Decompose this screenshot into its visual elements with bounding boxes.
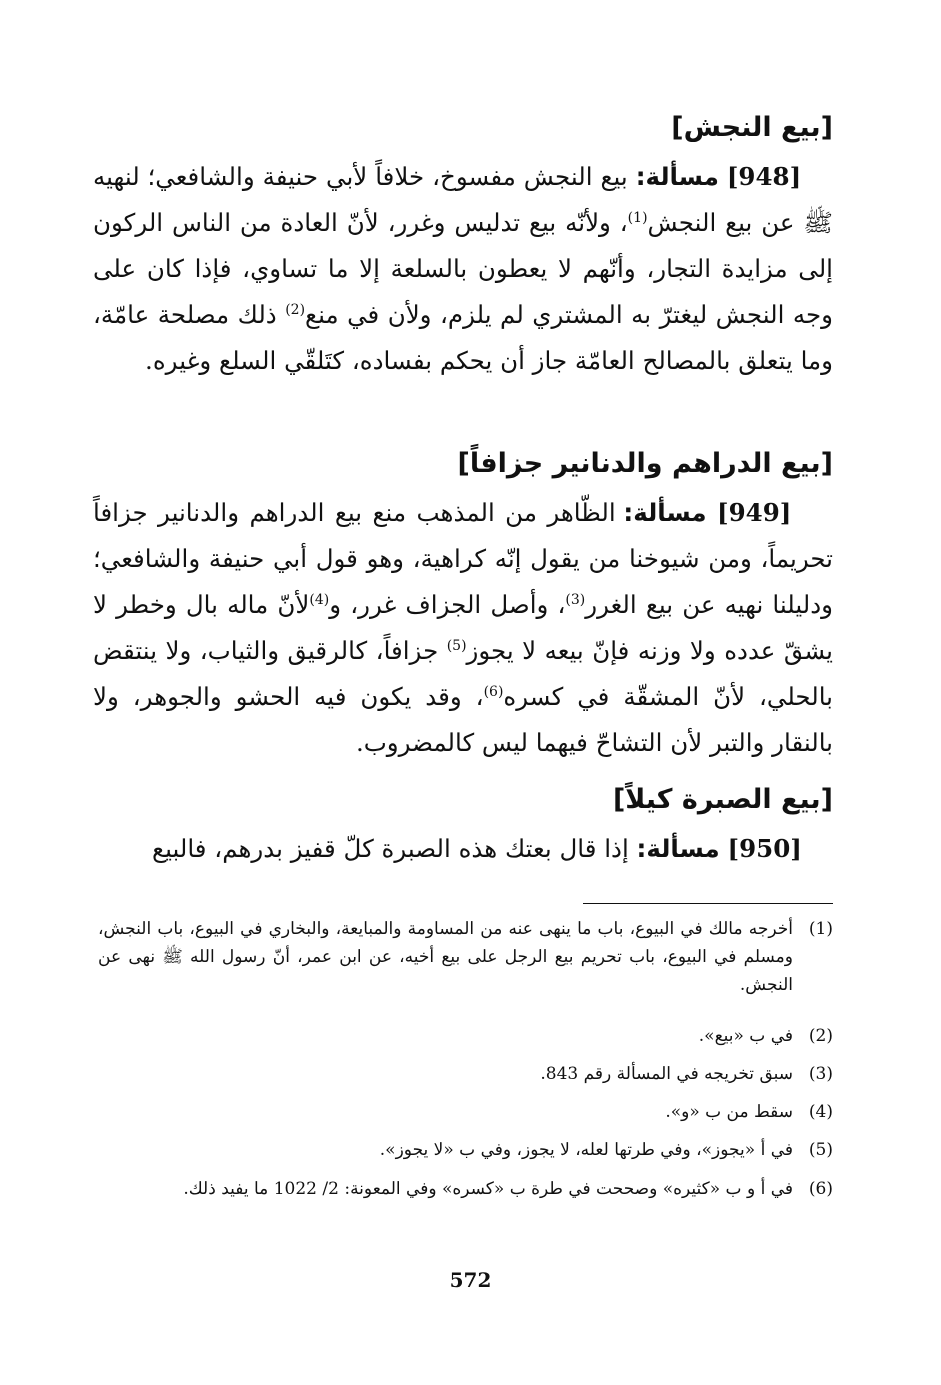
issue-949-paragraph <box>93 490 833 766</box>
text-line: وغيره. <box>145 346 212 375</box>
text-line: ينتقض بالحلي، لأنّ المشقّة في كسره <box>93 636 833 711</box>
section-heading-subra: [بيع الصبرة كيلاً] <box>612 784 833 815</box>
footnote-number: (5) <box>808 1140 833 1160</box>
issue-948-paragraph <box>93 154 833 384</box>
text-line: ودليلنا نهيه عن بيع الغرر <box>585 590 833 619</box>
footnote-number: (3) <box>808 1064 833 1084</box>
footnote-ref: (5) <box>446 637 467 654</box>
text-line: ، وقد يكون فيه الحشو والجوهر، <box>132 682 484 711</box>
footnote-1 <box>98 915 833 999</box>
issue-number: [950] <box>727 834 802 863</box>
text-line: إذا قال بعتك هذه الصبرة كلّ قفيز بدرهم، فالبيع <box>152 834 637 863</box>
page-number: 572 <box>449 1268 492 1292</box>
section-heading-dirhams: [بيع الدراهم والدنانير جزافاً] <box>457 448 833 479</box>
footnote-separator <box>583 903 833 904</box>
footnote-6 <box>98 1175 833 1203</box>
footnote-number: (4) <box>808 1102 833 1122</box>
issue-950-paragraph <box>93 826 833 872</box>
issue-number: [949] <box>717 498 792 527</box>
footnote-ref: (2) <box>285 301 306 318</box>
text-line: ذلك مصلحة <box>157 300 286 329</box>
text-line: لأنّ ماله بال وخطر <box>116 590 310 619</box>
text-line: جزافاً، كالرقيق والثياب، ولا <box>165 636 447 665</box>
footnote-ref: (6) <box>483 683 504 700</box>
footnote-text: في أ «يجوز»، وفي طرتها لعله، لا يجوز، وفي ب «لا يجوز». <box>379 1140 793 1160</box>
text-line: الظّاهر من المذهب منع بيع الدراهم والدنانير جزافاً <box>93 498 624 527</box>
footnote-5 <box>98 1136 833 1164</box>
footnote-number: (6) <box>808 1179 833 1199</box>
footnote-number: (2) <box>808 1026 833 1046</box>
text-line: لنهيه ﷺ عن بيع النجش <box>93 162 833 237</box>
text-line: لا يشقّ عدده ولا وزنه فإنّ بيعه لا يجوز <box>93 590 833 665</box>
issue-label: مسألة: <box>636 834 720 863</box>
text-line: ، ولأنّه بيع تدليس وغرر، لأنّ العادة من الناس <box>172 208 628 237</box>
footnote-text: في ب «بيع». <box>698 1026 793 1046</box>
issue-number: [948] <box>726 162 802 191</box>
footnote-text: سقط من ب «و». <box>665 1102 793 1122</box>
footnote-3 <box>98 1060 833 1088</box>
footnote-2 <box>98 1022 833 1050</box>
footnote-text: أخرجه مالك في البيوع، باب ما ينهى عنه من المساومة والمبايعة، والبخاري في البيوع، باب النجش، ومسلم في البيوع، باب تحريم بيع الرجل على بيع أخيه، عن ابن عمر، أنّ رسول الله ﷺ نهى عن النجش. <box>98 919 793 995</box>
text-line: ، وأصل الجزاف غرر، و <box>329 590 566 619</box>
text-line: بيع النجش مفسوخ، خلافاً لأبي حنيفة والشافعي؛ <box>147 162 636 191</box>
footnote-text: سبق تخريجه في المسألة رقم 843. <box>540 1064 793 1084</box>
text-line: على وجه النجش ليغترّ به المشتري لم يلزم، ولأن في منع <box>93 254 833 329</box>
text-line: عامّة، وما يتعلق بالمصالح العامّة جاز أن يحكم بفساده، كتَلقّي السلع <box>93 300 833 375</box>
text-line: تحريماً، ومن شيوخنا من يقول إنّه كراهية، وهو قول أبي حنيفة والشافعي؛ <box>93 544 833 573</box>
footnote-ref: (3) <box>565 591 586 608</box>
footnote-ref: (1) <box>627 209 648 226</box>
footnote-4 <box>98 1098 833 1126</box>
text-line: الركون إلى مزايدة التجار، وأنّهم لا يعطون بالسلعة إلا ما تساوي، فإذا كان <box>93 208 833 283</box>
text-line: ولا بالنقار والتبر لأن التشاحّ فيهما ليس كالمضروب. <box>93 682 833 757</box>
footnote-number: (1) <box>808 919 833 939</box>
footnote-ref: (4) <box>309 591 330 608</box>
section-heading-najsh: [بيع النجش] <box>671 112 833 143</box>
issue-label: مسألة: <box>635 162 719 191</box>
issue-label: مسألة: <box>623 498 707 527</box>
footnote-text: في أ و ب «كثيره» وصححت في طرة ب «كسره» وفي المعونة: 2/ 1022 ما يفيد ذلك. <box>183 1179 793 1199</box>
